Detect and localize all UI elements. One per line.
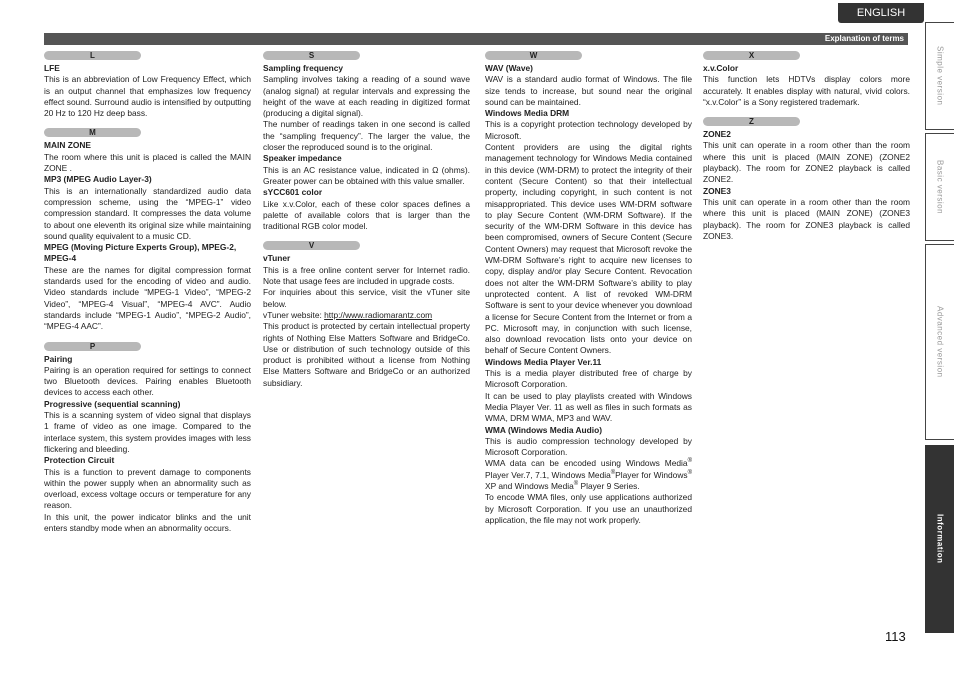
term-definition: This is an AC resistance value, indicated in Ω (ohms). Greater power can be obtained with this value smaller. (263, 164, 470, 186)
registered-mark: ® (610, 469, 616, 476)
section-header-bar (44, 33, 908, 45)
term-definition: These are the names for digital compression format standards used for the encoding of video and audio. Video standards include “MPEG-1 Video”, “MPEG-2 Video”, “MPEG-4 Visual”, “MPEG-4 AVC”. Audio standards include “MPEG-1 Audio”, “MPEG-2 Audio”, “MPEG-4 AAC”. (44, 264, 251, 332)
letter-heading: P (44, 342, 141, 351)
term-heading: x.v.Color (703, 63, 739, 73)
registered-mark: ® (687, 469, 692, 476)
tab-label: Basic version (935, 159, 945, 215)
glossary-section (44, 51, 251, 119)
term-heading: Progressive (sequential scanning) (44, 398, 181, 409)
term-heading: Pairing (44, 353, 73, 364)
column-2 (263, 51, 470, 398)
term-definition: Like x.v.Color, each of these color spaces defines a palette of available colors that is larger than the traditional RGB color model. (263, 198, 470, 232)
column-4 (703, 51, 910, 251)
glossary-section (703, 117, 910, 242)
term-heading: Windows Media DRM (485, 108, 570, 119)
letter-heading: W (485, 51, 582, 60)
text-run: Player for Windows (615, 469, 688, 480)
registered-mark: ® (687, 458, 692, 465)
website-line (263, 310, 470, 321)
term-definition: WAV is a standard audio format of Windows. The file size tends to increase, but sound near the original sound can be maintained. (485, 74, 692, 107)
text-run: WMA data can be encoded using Windows Media (485, 458, 688, 469)
term-heading: Windows Media Player Ver.11 (485, 356, 602, 367)
term-definition: This unit can operate in a room other than the room where this unit is placed (MAIN ZONE) (ZONE2 playback). The room for ZONE2 playback is called ZONE2. (703, 140, 910, 185)
term-heading: MPEG (Moving Picture Experts Group), MPEG-2, MPEG-4 (44, 242, 237, 264)
term-definition: Pairing is an operation required for settings to connect two Bluetooth devices. Pairing enables Bluetooth devices to access each other. (44, 364, 251, 398)
term-heading: WMA (Windows Media Audio) (485, 424, 602, 435)
glossary-section (703, 51, 910, 108)
letter-heading: M (44, 128, 141, 137)
letter-heading: S (263, 51, 360, 60)
letter-heading: L (44, 51, 141, 60)
term-heading: Sampling frequency (263, 63, 344, 73)
term-definition: This function lets HDTVs display colors more accurately. It enables display with natural, vivid colors. “x.v.Color” is a Sony registered trademark. (703, 74, 910, 107)
tab-basic-version[interactable] (925, 133, 954, 241)
term-definition: This product is protected by certain intellectual property rights of Nothing Else Matters Software and BridgeCo. Use or distribution of such technology outside of this product is prohibited without a license from Nothing Else Matters Software and BridgeCo or an authorized subsidiary. (263, 321, 470, 388)
text-run: Player 9 Series. (578, 480, 640, 491)
tab-advanced-version[interactable] (925, 244, 954, 440)
section-title: Explanation of terms (824, 34, 904, 43)
column-1 (44, 51, 251, 543)
term-definition: This unit can operate in a room other than the room where this unit is placed (MAIN ZONE) (ZONE3 playback). The room for ZONE3 playback is called ZONE3. (703, 196, 910, 241)
tab-label: Advanced version (935, 306, 945, 378)
glossary-section (44, 128, 251, 332)
term-definition: It can be used to play playlists created with Windows Media Player Ver. 11 as well as files in such formats as WMA, DRM WMA, MP3 and WAV. (485, 390, 692, 424)
term-definition: The room where this unit is placed is called the MAIN ZONE . (44, 151, 251, 174)
text-run: XP and Windows Media (485, 480, 574, 491)
page-number: 113 (885, 629, 906, 644)
term-definition: This is audio compression technology developed by Microsoft Corporation. (485, 435, 692, 458)
glossary-section (485, 51, 692, 526)
term-definition (485, 458, 692, 492)
term-definition: This is a function to prevent damage to components within the power supply when an abnormality such as overload, excess voltage occurs or temperature for any reason. (44, 466, 251, 511)
term-definition: This is a copyright protection technology developed by Microsoft. (485, 119, 692, 141)
term-definition: This is an internationally standardized audio data compression scheme, using the “MPEG-1” video compression standard. It compresses the data volume to about one eleventh its original size while maintaining sound quality equivalent to a music CD. (44, 185, 251, 241)
term-heading: MP3 (MPEG Audio Layer-3) (44, 174, 152, 185)
term-definition: Content providers are using the digital rights management technology for Windows Media contained in this device (WM-DRM) to protect the integrity of their content (Secure Content) so that their intellectual property, including copyright, in such content is not misappropriated. This device uses WM-DRM software to play Secure Content (WM-DRM Software). If the security of the WM-DRM Software in this device has been compromised, owners of Secure Content (Secure Content Owners) may request that Microsoft revoke the WM-DRM Software’s right to acquire new licenses to copy, display and/or play Secure Content. Revocation does not alter the WM-DRM Software’s ability to play unprotected content. A list of revoked WM-DRM Software is sent to your device whenever you download a license for Secure Content from the Internet or from a PC. Microsoft may, in conjunction with such license, also download revocation lists onto your device on behalf of Secure Content Owners. (485, 142, 692, 356)
letter-heading: V (263, 241, 360, 250)
term-definition: For inquiries about this service, visit the vTuner site below. (263, 287, 470, 309)
term-definition: To encode WMA files, only use applications authorized by Microsoft Corporation. If you use an unauthorized application, the file may not work properly. (485, 492, 692, 525)
term-definition: This is a free online content server for Internet radio. Note that usage fees are included in upgrade costs. (263, 264, 470, 287)
text-run: Player Ver.7, 7.1, Windows Media (485, 469, 611, 480)
glossary-section (44, 342, 251, 535)
term-definition: Sampling involves taking a reading of a sound wave (analog signal) at regular intervals and expressing the height of the wave at each reading in digitized format (producing a digital signal). (263, 74, 470, 119)
term-heading: vTuner (263, 253, 291, 264)
term-heading: Speaker impedance (263, 153, 342, 164)
language-badge: ENGLISH (838, 3, 924, 23)
term-heading: WAV (Wave) (485, 63, 533, 73)
glossary-section (263, 241, 470, 389)
letter-heading: X (703, 51, 800, 60)
term-heading: LFE (44, 63, 60, 73)
tab-label: Simple version (935, 46, 945, 106)
website-label: vTuner website: (263, 309, 325, 320)
term-heading: MAIN ZONE (44, 140, 91, 151)
term-heading: ZONE2 (703, 129, 731, 140)
term-heading: sYCC601 color (263, 187, 323, 198)
website-link[interactable]: http://www.radiomarantz.com (324, 309, 433, 320)
term-definition: This is a scanning system of video signal that displays 1 frame of video as one image. Compared to the interlace system, this system provides images with less flickering and bleeding. (44, 410, 251, 454)
registered-mark: ® (573, 481, 579, 488)
tab-simple-version[interactable] (925, 22, 954, 130)
term-definition: This is an abbreviation of Low Frequency Effect, which is an output channel that emphasizes low frequency effect sound. Surround audio is intensified by outputting 20 Hz to 120 Hz deep bass. (44, 74, 251, 119)
term-definition: This is a media player distributed free of charge by Microsoft Corporation. (485, 368, 692, 390)
column-3 (485, 51, 692, 535)
term-definition: In this unit, the power indicator blinks and the unit enters standby mode when an abnormality occurs. (44, 511, 251, 533)
term-heading: Protection Circuit (44, 455, 115, 466)
term-heading: ZONE3 (703, 185, 731, 196)
letter-heading: Z (703, 117, 800, 126)
tab-information[interactable] (925, 445, 954, 633)
term-definition: The number of readings taken in one second is called the “sampling frequency”. The larger the value, the closer the reproduced sound is to the original. (263, 119, 470, 153)
tab-label: Information (935, 514, 945, 564)
glossary-section (263, 51, 470, 232)
